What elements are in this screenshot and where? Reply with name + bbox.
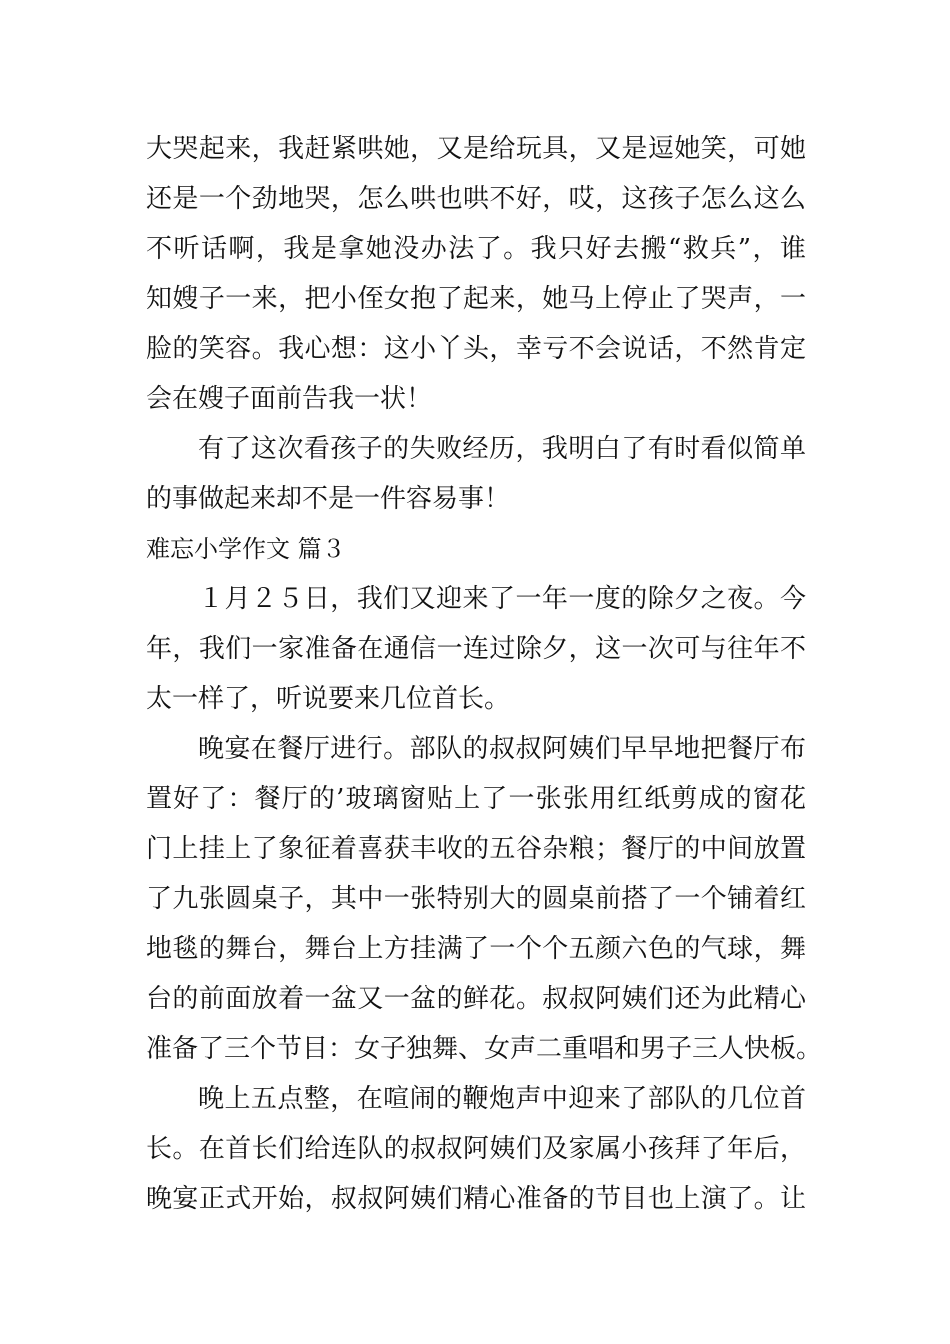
paragraph-first-line: 晚宴在餐厅进行。部队的叔叔阿姨们早早地把餐厅布 [198, 734, 806, 764]
paragraph-first-line: 有了这次看孩子的失败经历，我明白了有时看似简单 [198, 434, 806, 464]
text-line: 会在嫂子面前告我一状！ [146, 384, 433, 414]
text-line: 长。在首长们给连队的叔叔阿姨们及家属小孩拜了年后， [146, 1134, 806, 1164]
text-line: 太一样了，听说要来几位首长。 [146, 684, 511, 714]
text-line: 了九张圆桌子，其中一张特别大的圆桌前搭了一个铺着红 [146, 884, 806, 914]
section-heading: 难忘小学作文 篇３ [146, 535, 346, 563]
text-line: 不听话啊，我是拿她没办法了。我只好去搬“救兵”，谁 [146, 234, 806, 264]
document-body [146, 124, 823, 1224]
text-line: 地毯的舞台，舞台上方挂满了一个个五颜六色的气球，舞 [146, 934, 806, 964]
text-line: 晚宴正式开始，叔叔阿姨们精心准备的节目也上演了。让 [146, 1184, 806, 1214]
paragraph-first-line: １月２５日，我们又迎来了一年一度的除夕之夜。今 [198, 584, 806, 614]
text-line: 年，我们一家准备在通信一连过除夕，这一次可与往年不 [146, 634, 806, 664]
text-line: 还是一个劲地哭，怎么哄也哄不好，哎，这孩子怎么这么 [146, 184, 806, 214]
text-line: 台的前面放着一盆又一盆的鲜花。叔叔阿姨们还为此精心 [146, 984, 806, 1014]
text-line: 准备了三个节目：女子独舞、女声二重唱和男子三人快板。 [146, 1034, 823, 1064]
paragraph-first-line: 晚上五点整，在喧闹的鞭炮声中迎来了部队的几位首 [198, 1084, 806, 1114]
text-line: 门上挂上了象征着喜获丰收的五谷杂粮；餐厅的中间放置 [146, 834, 806, 864]
text-line: 知嫂子一来，把小侄女抱了起来，她马上停止了哭声，一 [146, 284, 806, 314]
text-line: 的事做起来却不是一件容易事！ [146, 484, 511, 514]
text-line: 置好了：餐厅的’玻璃窗贴上了一张张用红纸剪成的窗花 [146, 784, 806, 814]
text-line: 大哭起来，我赶紧哄她，又是给玩具，又是逗她笑，可她 [146, 134, 806, 164]
text-line: 脸的笑容。我心想：这小丫头，幸亏不会说话，不然肯定 [146, 334, 806, 364]
